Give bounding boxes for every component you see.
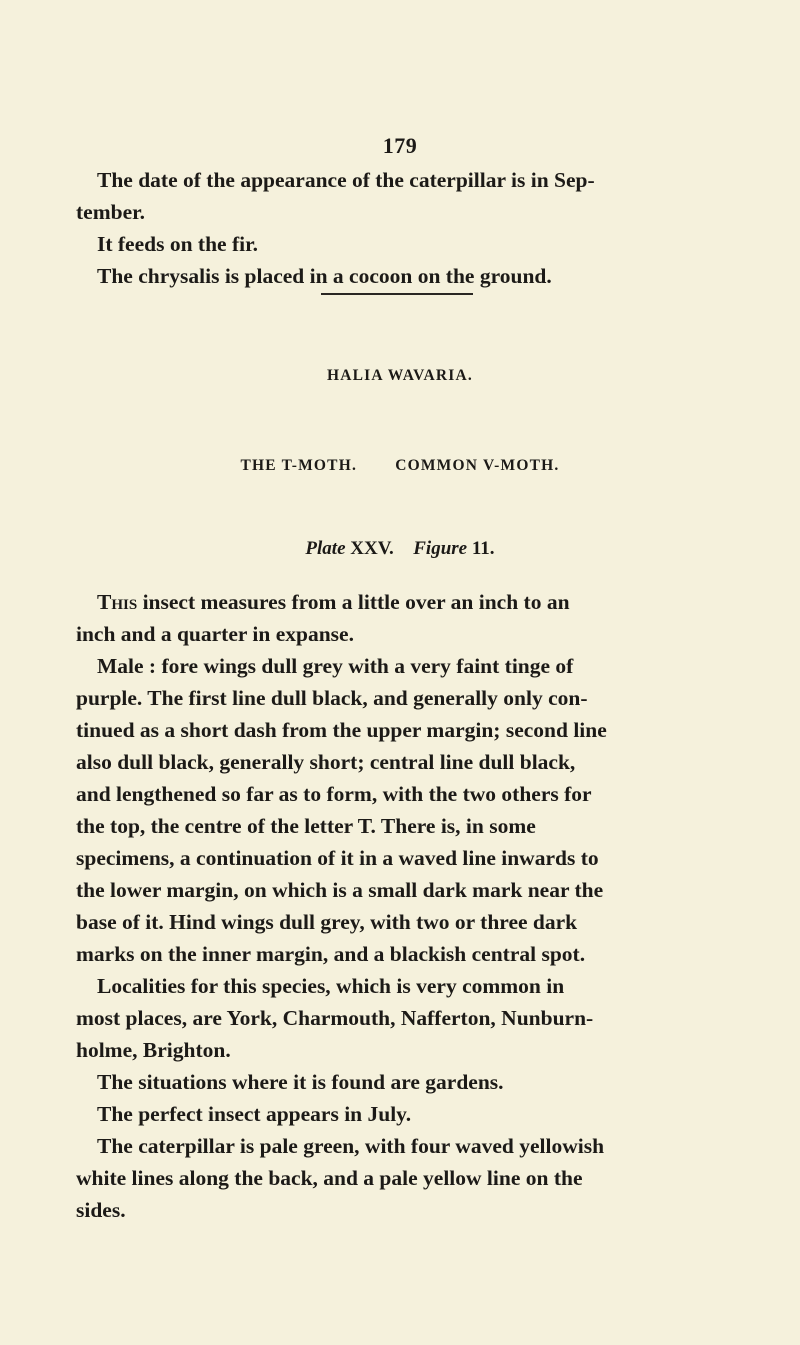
page-number: 179 <box>382 133 418 158</box>
plate-figure-reference <box>0 535 800 563</box>
body-line-8: the top, the centre of the letter T. There is, in some <box>76 814 536 838</box>
plate-label: Plate <box>305 538 346 559</box>
section-divider <box>321 293 473 295</box>
intro-line-4: The chrysalis is placed in a cocoon on the ground. <box>97 264 552 288</box>
intro-line-3: It feeds on the fir. <box>97 232 259 256</box>
common-name-t-moth: THE T-MOTH. <box>240 457 358 474</box>
body-line-3: Male : fore wings dull grey with a very faint tinge of <box>97 654 574 678</box>
intro-line-1: The date of the appearance of the caterpillar is in Sep- <box>97 168 595 192</box>
body-line-11: base of it. Hind wings dull grey, with two or three dark <box>76 910 578 934</box>
figure-number: 11. <box>471 538 495 559</box>
body-line-19: white lines along the back, and a pale yellow line on the <box>76 1166 583 1190</box>
body-line-17: The perfect insect appears in July. <box>97 1102 412 1126</box>
body-line-2: inch and a quarter in expanse. <box>76 622 354 646</box>
body-line-18: The caterpillar is pale green, with four waved yellowish <box>97 1134 605 1158</box>
body-line-6: also dull black, generally short; central line dull black, <box>76 750 576 774</box>
body-line-5: tinued as a short dash from the upper margin; second line <box>76 718 607 742</box>
body-line-13: Localities for this species, which is very common in <box>97 974 565 998</box>
body-line-12: marks on the inner margin, and a blackish central spot. <box>76 942 586 966</box>
body-line-16: The situations where it is found are gardens. <box>97 1070 504 1094</box>
species-latin-name: HALIA WAVARIA. <box>326 367 473 384</box>
body-line-1 <box>97 586 570 618</box>
body-line-4: purple. The first line dull black, and generally only con- <box>76 686 588 710</box>
species-common-names <box>0 455 800 477</box>
figure-label: Figure <box>413 538 468 559</box>
body-line-10: the lower margin, on which is a small dark mark near the <box>76 878 604 902</box>
body-first-line-rest: insect measures from a little over an inch to an <box>137 590 570 614</box>
body-line-7: and lengthened so far as to form, with the two others for <box>76 782 592 806</box>
intro-line-2: tember. <box>76 200 146 224</box>
body-line-9: specimens, a continuation of it in a waved line inwards to <box>76 846 599 870</box>
body-line-15: holme, Brighton. <box>76 1038 231 1062</box>
common-name-v-moth: COMMON V-MOTH. <box>395 457 560 474</box>
body-line-20: sides. <box>76 1198 126 1222</box>
body-first-word: This <box>97 590 138 614</box>
plate-number: XXV. <box>350 538 394 559</box>
body-line-14: most places, are York, Charmouth, Nafferton, Nunburn- <box>76 1006 594 1030</box>
